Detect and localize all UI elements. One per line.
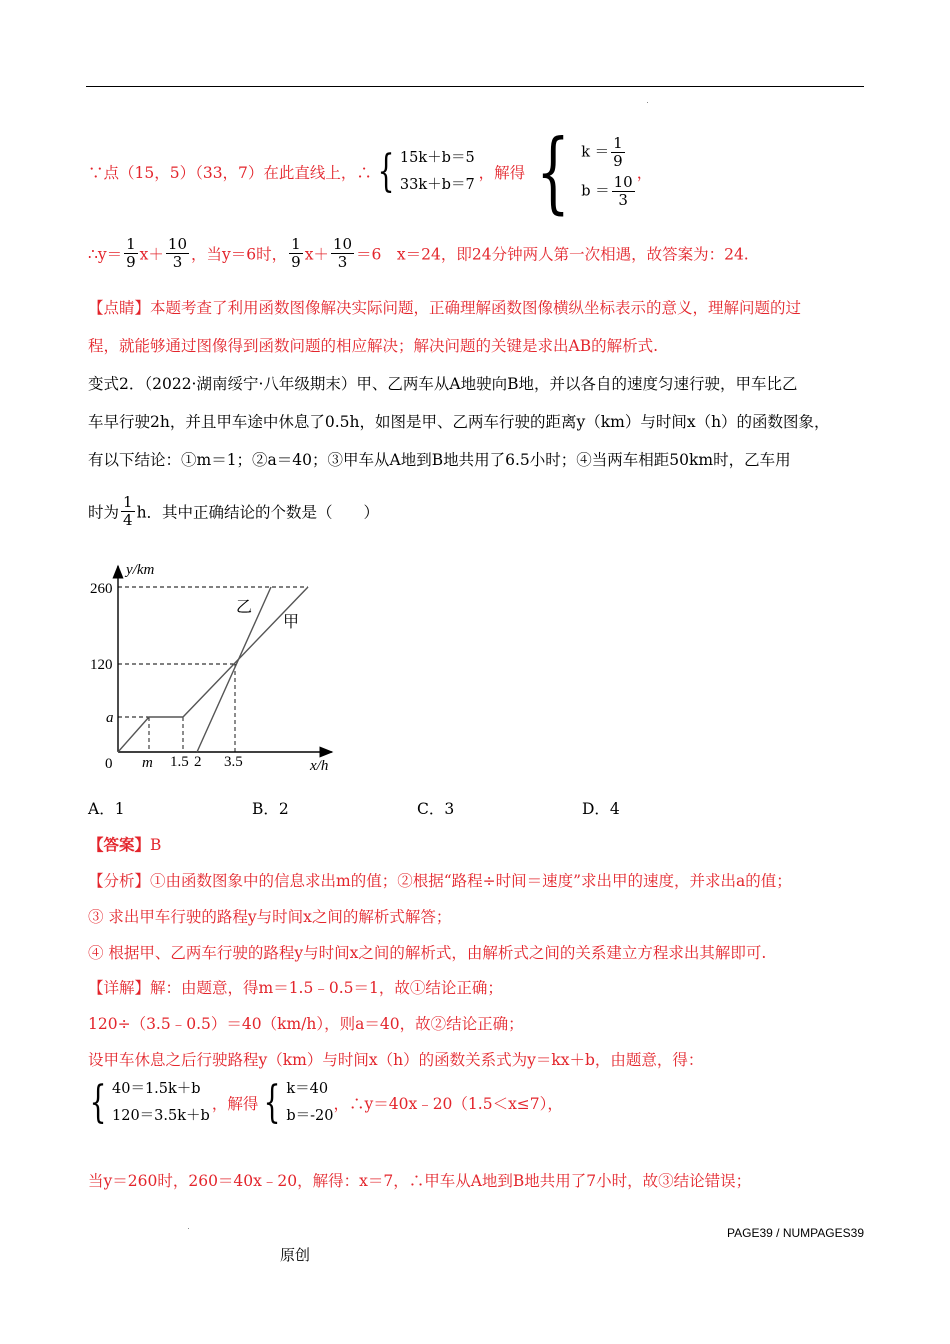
fraction: $\frac{1}{9}$ xyxy=(291,235,301,271)
analysis-line-1: 【分析】①由函数图象中的信息求出m的值；②根据“路程÷时间＝速度”求出甲的速度，并求出a的值； xyxy=(88,872,792,890)
label-yi: 乙 xyxy=(236,597,253,616)
dianjing-line-2: 程，就能够通过图像得到函数问题的相应解决；解决问题的关键是求出AB的解析式. xyxy=(88,337,659,355)
option-c[interactable]: C．3 xyxy=(417,800,455,818)
sol2-lhs: b ＝ xyxy=(581,183,610,200)
x-tick-1.5: 1.5 xyxy=(170,754,189,770)
equation-system xyxy=(400,145,475,199)
fraction-10-3: $\frac{10}{3}$ xyxy=(613,173,633,209)
problem-line-4: 时为 $\frac{1}{4}$ h．其中正确结论的个数是（ ） xyxy=(88,493,380,529)
answer-value: B xyxy=(150,836,162,854)
solution-line-1: ∵点（15，5）（33，7）在此直线上，∴ { 15k＋b＝5 33k＋b＝7 ，解得 { k ＝ $\frac{1}{9}$ b ＝ $\frac{10}{3}$ ， xyxy=(88,120,653,223)
origin-label: 0 xyxy=(105,756,113,772)
answer-line xyxy=(88,833,161,855)
equation-1: 15k＋b＝5 xyxy=(399,150,475,166)
option-a[interactable]: A．1 xyxy=(88,800,125,818)
header-dot xyxy=(647,102,648,103)
solution-line-2: ∴y＝ $\frac{1}{9}$ x＋ $\frac{10}{3}$ ，当y＝6时， $\frac{1}{9}$ x＋ $\frac{10}{3}$ ＝6 x＝24，即24分钟两人第一次相遇，故答案为：24. xyxy=(88,235,749,271)
problem-line-3: 有以下结论：①m＝1；②a＝40；③甲车从A地到B地共用了6.5小时；④当两车相距50km时，乙车用 xyxy=(88,451,791,469)
detail-system-line: { 40＝1.5k＋b 120＝3.5k＋b ，解得 { k＝40 b＝-20 ，∴y＝40x﹣20（1.5＜x≤7）， xyxy=(89,1077,563,1128)
brace-icon: { xyxy=(377,146,395,197)
analysis-line-2: ③ 求出甲车行驶的路程y与时间x之间的解析式解答； xyxy=(88,908,452,926)
header-rule xyxy=(86,86,864,87)
fraction: $\frac{10}{3}$ xyxy=(167,235,188,271)
answer-tag: 【答案】 xyxy=(88,835,151,854)
fraction: $\frac{10}{3}$ xyxy=(332,235,353,271)
fraction-1-4: $\frac{1}{4}$ xyxy=(123,493,133,529)
problem-line-2: 车早行驶2h，并且甲车途中休息了0.5h，如图是甲、乙两车行驶的距离y（km）与时间x（h）的函数图象， xyxy=(88,413,830,431)
fraction-1-9: $\frac{1}{9}$ xyxy=(613,134,623,170)
analysis-line-3: ④ 根据甲、乙两车行驶的路程y与时间x之间的解析式，由解析式之间的关系建立方程求出其解即可. xyxy=(88,944,767,962)
label-jia: 甲 xyxy=(283,612,300,631)
line-yi xyxy=(197,587,271,752)
y-tick-a: a xyxy=(106,710,114,726)
problem-line-1: 变式2．（2022·湖南绥宁·八年级期末）甲、乙两车从A地驶向B地，并以各自的速度匀速行驶，甲车比乙 xyxy=(88,375,798,393)
equation-system: 40＝1.5k＋b 120＝3.5k＋b xyxy=(112,1081,210,1124)
equation-2: 33k＋b＝7 xyxy=(399,177,475,193)
detail-line-3: 设甲车休息之后行驶路程y（km）与时间x（h）的函数关系式为y＝kx＋b，由题意，得： xyxy=(88,1051,704,1069)
dianjing-line-1: 【点睛】本题考查了利用函数图像解决实际问题，正确理解函数图像横纵坐标表示的意义，理解问题的过 xyxy=(88,299,802,317)
solution-system xyxy=(581,135,637,209)
footer-original: 原创 xyxy=(280,1246,311,1264)
x-tick-3.5: 3.5 xyxy=(224,754,243,770)
brace-icon: { xyxy=(89,1077,107,1128)
detail-line-1: 【详解】解：由题意，得m＝1.5﹣0.5＝1，故①结论正确； xyxy=(88,979,503,997)
option-d[interactable]: D．4 xyxy=(582,800,620,818)
brace-icon: { xyxy=(263,1077,281,1128)
footer-dot xyxy=(188,1228,189,1229)
detail-line-5: 当y＝260时，260＝40x﹣20，解得：x＝7，∴甲车从A地到B地共用了7小时，故③结论错误； xyxy=(88,1172,752,1190)
option-b[interactable]: B．2 xyxy=(252,800,289,818)
y-tick-120: 120 xyxy=(90,657,113,673)
y-tick-260: 260 xyxy=(90,581,113,597)
x-axis-label: x/h xyxy=(310,758,329,774)
x-tick-2: 2 xyxy=(194,754,202,770)
line1-mid: ，解得 xyxy=(478,164,526,182)
x-tick-m: m xyxy=(142,755,153,771)
solution-system: k＝40 b＝-20 xyxy=(286,1081,334,1124)
y-axis-label: y/km xyxy=(126,562,155,578)
sol1-lhs: k ＝ xyxy=(581,144,610,161)
fraction: $\frac{1}{9}$ xyxy=(126,235,136,271)
line1-prefix: ∵点（15，5）（33，7）在此直线上，∴ xyxy=(88,164,372,182)
distance-time-graph xyxy=(86,556,356,778)
detail-line-2: 120÷（3.5﹣0.5）＝40（km/h），则a＝40，故②结论正确； xyxy=(88,1015,524,1033)
line-jia xyxy=(118,587,308,752)
page-number: PAGE39 / NUMPAGES39 xyxy=(727,1226,864,1240)
brace-icon-solution: { xyxy=(536,120,570,223)
